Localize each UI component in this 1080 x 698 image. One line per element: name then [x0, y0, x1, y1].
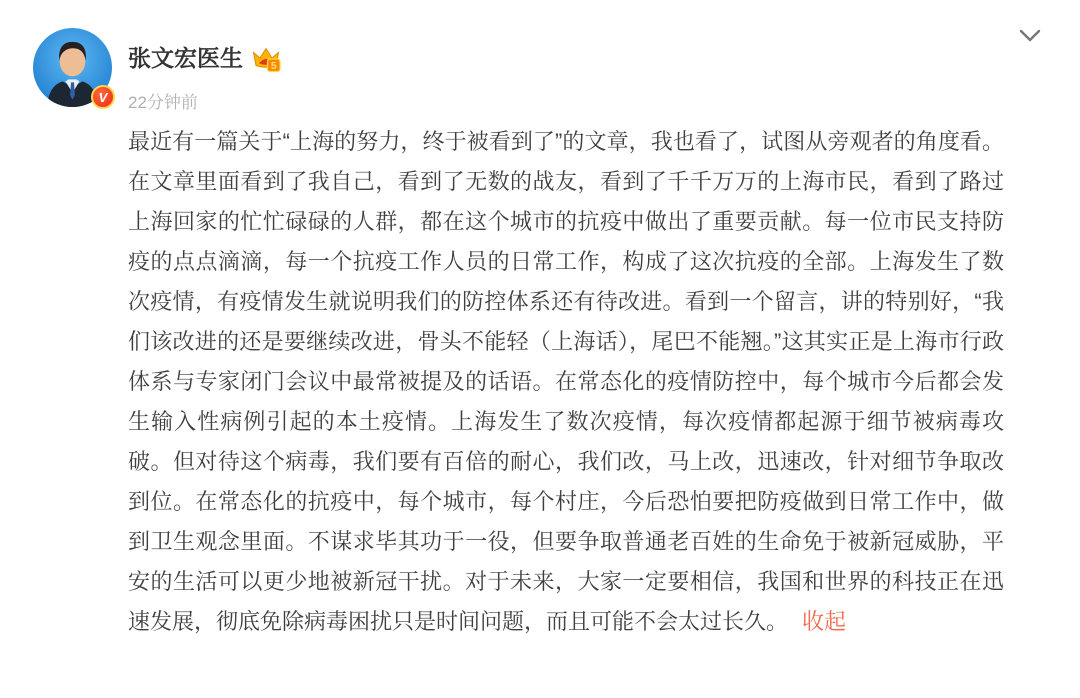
chevron-down-icon[interactable] — [1018, 26, 1042, 44]
collapse-link[interactable]: 收起 — [802, 609, 847, 634]
svg-text:5: 5 — [270, 60, 277, 72]
name-row — [128, 44, 281, 73]
post-body — [128, 122, 1004, 642]
username[interactable]: 张文宏医生 — [128, 44, 243, 71]
verified-badge-icon: V — [91, 85, 115, 109]
post-header — [0, 0, 1080, 120]
timestamp: 22分钟前 — [128, 93, 198, 112]
avatar[interactable] — [33, 28, 112, 107]
post-content: 最近有一篇关于“上海的努力，终于被看到了”的文章，我也看了，试图从旁观者的角度看。在文章里面看到了我自己，看到了无数的战友，看到了千千万万的上海市民，看到了路过上海回家的忙忙碌碌的人群，都在这个城市的抗疫中做出了重要贡献。每一位市民支持防疫的点点滴滴，每一个抗疫工作人员的日常工作，构成了这次抗疫的全部。上海发生了数次疫情，有疫情发生就说明我们的防控体系还有待改进。看到一个留言，讲的特别好，“我们该改进的还是要继续改进，骨头不能轻（上海话），尾巴不能翘。”这其实正是上海市行政体系与专家闭门会议中最常被提及的话语。在常态化的疫情防控中，每个城市今后都会发生输入性病例引起的本土疫情。上海发生了数次疫情，每次疫情都起源于细节被病毒攻破。但对待这个病毒，我们要有百倍的耐心，我们改，马上改，迅速改，针对细节争取改到位。在常态化的抗疫中，每个城市，每个村庄，今后恐怕要把防疫做到日常工作中，做到卫生观念里面。不谋求毕其功于一役，但要争取普通老百姓的生命免于被新冠威胁，平安的生活可以更少地被新冠干扰。对于未来，大家一定要相信，我国和世界的科技正在迅速发展，彻底免除病毒困扰只是时间问题，而且可能不会太过长久。 — [128, 129, 1004, 634]
vip-crown-icon — [251, 46, 281, 73]
